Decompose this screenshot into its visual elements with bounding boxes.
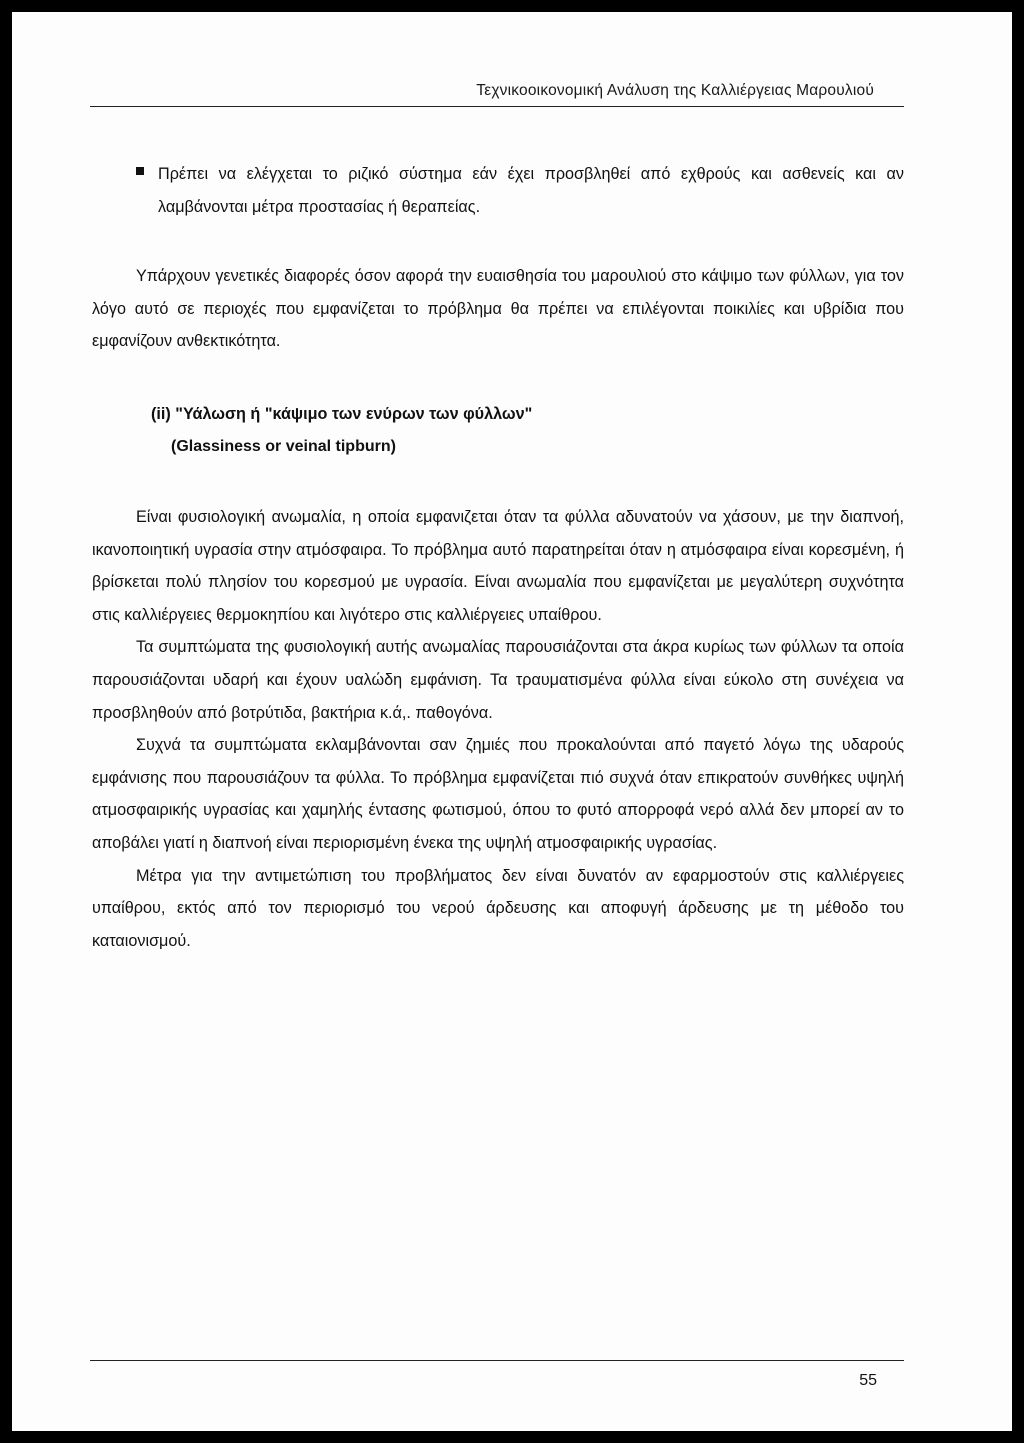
page-content (92, 158, 904, 957)
paragraph-measures: Μέτρα για την αντιμετώπιση του προβλήματος δεν είναι δυνατόν αν εφαρμοστούν στις καλλιέργειες υπαίθρου, εκτός από τον περιορισμό του νερού άρδευσης και αποφυγή άρδευσης με τη μέθοδο του καταιονισμού. (92, 866, 904, 950)
paragraph-symptoms: Τα συμπτώματα της φυσιολογική αυτής ανωμαλίας παρουσιάζονται στα άκρα κυρίως των φύλλων τα οποία παρουσιάζονται υδαρή και έχουν υαλώδη εμφάνιση. Τα τραυματισμένα φύλλα είναι εύκολο στη συνέχεια να προσβληθούν από βοτρύτιδα, βακτήρια κ.ά,. παθογόνα. (92, 638, 904, 722)
paragraph-definition: Είναι φυσιολογική ανωμαλία, η οποία εμφανιζεται όταν τα φύλλα αδυνατούν να χάσουν, με την διαπνοή, ικανοποιητική υγρασία στην ατμόσφαιρα. Το πρόβλημα αυτό παρατηρείται όταν η ατμόσφαιρα είναι κορεσμένη, ή βρίσκεται πολύ πλησίον του κορεσμού με υγρασία. Είναι ανωμαλία που εμφανίζεται με μεγαλύτερη συχνότητα στις καλλιέργειες θερμοκηπίου και λιγότερο στις καλλιέργειες υπαίθρου. (92, 507, 904, 624)
section-heading-english: (Glassiness or veinal tipburn) (171, 437, 396, 455)
page-number: 55 (859, 1372, 877, 1389)
section-heading-greek: (ii) "Υάλωση ή "κάψιμο των ενύρων των φύλλων" (151, 404, 533, 423)
footer-rule (90, 1360, 904, 1361)
bullet-text: Πρέπει να ελέγχεται το ριζικό σύστημα εάν έχει προσβληθεί από εχθρούς και ασθενείς και αν λαμβάνονται μέτρα προστασίας ή θεραπείας. (158, 165, 904, 216)
header-rule (90, 106, 904, 107)
paragraph-frost-confusion: Συχνά τα συμπτώματα εκλαμβάνονται σαν ζημιές που προκαλούνται από παγετό λόγω της υδαρούς εμφάνισης που παρουσιάζουν τα φύλλα. Το πρόβλημα εμφανίζεται πιό συχνά όταν επικρατούν συνθήκες υψηλή ατμοσφαιρικής υγρασίας και χαμηλής έντασης φωτισμού, όπου το φυτό απορροφά νερό αλλά δεν μπορεί αν το αποβάλει γιατί η διαπνοή είναι περιορισμένη ένεκα της υψηλή ατμοσφαιρικής υγρασίας. (92, 736, 904, 852)
section-heading-block (92, 398, 904, 464)
running-header: Τεχνικοοικονομική Ανάλυση της Καλλιέργειας Μαρουλιού (476, 82, 874, 99)
square-bullet-icon (136, 167, 144, 175)
document-page (12, 12, 1012, 1431)
bullet-item (136, 158, 904, 223)
paragraph-genetic-differences: Υπάρχουν γενετικές διαφορές όσον αφορά την ευαισθησία του μαρουλιού στο κάψιμο των φύλλων, για τον λόγο αυτό σε περιοχές που εμφανίζεται το πρόβλημα θα πρέπει να επιλέγονται ποικιλίες και υβρίδια που εμφανίζουν ανθεκτικότητα. (92, 267, 904, 351)
